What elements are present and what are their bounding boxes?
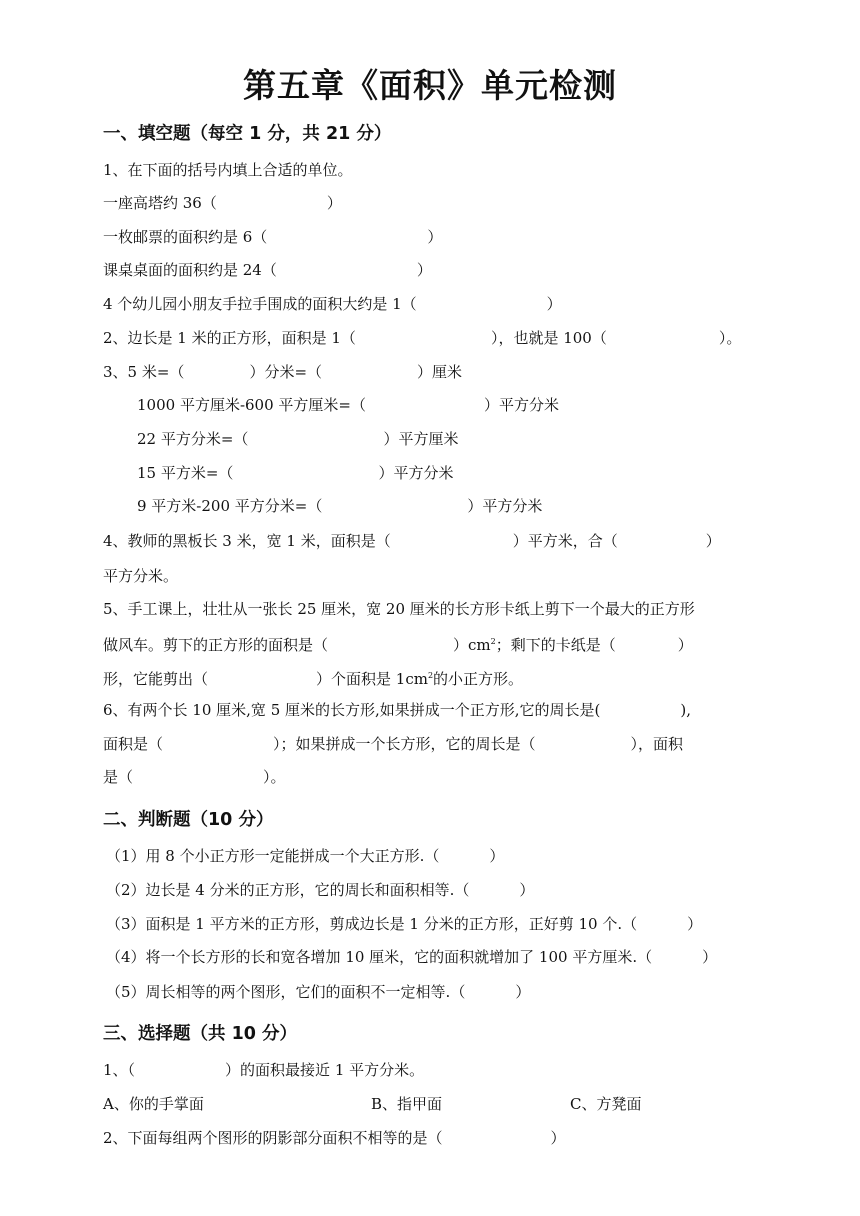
q3-sub-2-b: ）平方厘米 [383, 430, 459, 448]
q3-main-a: 3、5 米=（ [103, 363, 185, 381]
q3-sub-3 [137, 463, 453, 483]
q1-intro: 1、在下面的括号内填上合适的单位。 [103, 161, 353, 179]
tf-item-2 [106, 880, 534, 900]
close-bracket: ） [416, 261, 432, 279]
close-bracket: ） [702, 948, 718, 966]
q5-line-3-c: 的小正方形。 [433, 670, 524, 688]
page-title: 第五章《面积》单元检测 [243, 66, 617, 105]
q2-part-b: ），也就是 100（ [490, 329, 607, 347]
section-heading-multiple-choice: 三、选择题（共 10 分） [103, 1024, 298, 1044]
close-bracket: ） [687, 915, 703, 933]
q5-line-2-b: ）cm [453, 636, 491, 654]
section-heading-true-false: 二、判断题（10 分） [103, 810, 274, 830]
q3-main [103, 362, 462, 382]
q3-sub-4 [137, 496, 542, 516]
q1-item-3 [103, 260, 432, 280]
q6-line-2-c: ），面积 [630, 735, 684, 753]
q3-sub-4-b: ）平方分米 [467, 497, 543, 515]
tf-item-5-text: （5）周长相等的两个图形，它们的面积不一定相等.（ [106, 983, 466, 1001]
tf-item-3 [106, 914, 702, 934]
q4-line-2: 平方分米。 [103, 567, 179, 585]
q5-line-3 [103, 666, 523, 689]
q4-part-a: 4、教师的黑板长 3 米，宽 1 米，面积是（ [103, 532, 391, 550]
q6-line-3-a: 是（ [103, 768, 134, 786]
q5-line-1: 5、手工课上，壮壮从一张长 25 厘米，宽 20 厘米的长方形卡纸上剪下一个最大的正方形 [103, 600, 695, 618]
q3-sub-2-a: 22 平方分米=（ [137, 430, 249, 448]
q5-line-3-b: ）个面积是 1cm [316, 670, 428, 688]
mc-q1-option-a: A、你的手掌面 [103, 1095, 204, 1113]
q3-sub-3-b: ）平方分米 [378, 464, 454, 482]
q3-main-b: ）分米=（ [249, 363, 323, 381]
q5-line-2-d: ） [677, 636, 693, 654]
q4-part-c: ） [705, 532, 721, 550]
mc-q2-b: ） [550, 1129, 566, 1147]
tf-item-1-text: （1）用 8 个小正方形一定能拼成一个大正方形.（ [106, 847, 440, 865]
close-bracket: ） [546, 295, 562, 313]
q1-item-1-text: 一座高塔约 36（ [103, 194, 217, 212]
q2 [103, 328, 741, 348]
close-bracket: ） [489, 847, 505, 865]
q2-part-a: 2、边长是 1 米的正方形，面积是 1（ [103, 329, 356, 347]
mc-q1 [103, 1060, 424, 1080]
close-bracket: ） [326, 194, 342, 212]
close-bracket: ） [519, 881, 535, 899]
q6-line-3-b: ）。 [263, 768, 286, 786]
q5-line-2-c: ；剩下的卡纸是（ [495, 636, 616, 654]
mc-q1-option-b: B、指甲面 [371, 1095, 443, 1113]
q6-line-2 [103, 734, 683, 754]
q3-sub-1-b: ）平方分米 [483, 396, 559, 414]
q6-line-2-a: 面积是（ [103, 735, 164, 753]
q3-sub-1-a: 1000 平方厘米-600 平方厘米=（ [137, 396, 366, 414]
section-heading-fill-blank: 一、填空题（每空 1 分，共 21 分） [103, 124, 392, 144]
q1-item-4 [103, 294, 562, 314]
mc-q1-a: 1、（ [103, 1061, 136, 1079]
q3-sub-3-a: 15 平方米=（ [137, 464, 234, 482]
q3-sub-2 [137, 429, 458, 449]
tf-item-3-text: （3）面积是 1 平方米的正方形，剪成边长是 1 分米的正方形，正好剪 10 个.（ [106, 915, 638, 933]
q1-item-2-text: 一枚邮票的面积约是 6（ [103, 228, 268, 246]
q6-line-1-a: 6、有两个长 10 厘米,宽 5 厘米的长方形,如果拼成一个正方形,它的周长是( [103, 701, 601, 719]
tf-item-4 [106, 947, 717, 967]
tf-item-1 [106, 846, 504, 866]
q5-line-3-a: 形，它能剪出（ [103, 670, 209, 688]
q1-item-4-text: 4 个幼儿园小朋友手拉手围成的面积大约是 1（ [103, 295, 417, 313]
q4-line-1 [103, 531, 721, 551]
q6-line-1 [103, 700, 691, 720]
tf-item-4-text: （4）将一个长方形的长和宽各增加 10 厘米，它的面积就增加了 100 平方厘米.（ [106, 948, 653, 966]
close-bracket: ） [427, 228, 443, 246]
mc-q1-option-c: C、方凳面 [570, 1095, 642, 1113]
q5-line-2 [103, 632, 693, 655]
q6-line-1-b: ), [680, 701, 692, 719]
tf-item-5 [106, 982, 530, 1002]
q6-line-3 [103, 767, 286, 787]
q6-line-2-b: ）；如果拼成一个长方形，它的周长是（ [273, 735, 536, 753]
tf-item-2-text: （2）边长是 4 分米的正方形，它的周长和面积相等.（ [106, 881, 470, 899]
q2-part-c: ）。 [718, 329, 742, 347]
q1-item-1 [103, 193, 342, 213]
q3-sub-1 [137, 395, 559, 415]
mc-q2 [103, 1128, 566, 1148]
mc-q2-a: 2、下面每组两个图形的阴影部分面积不相等的是（ [103, 1129, 443, 1147]
close-bracket: ） [515, 983, 531, 1001]
q3-sub-4-a: 9 平方米-200 平方分米=（ [137, 497, 323, 515]
q5-line-2-a: 做风车。剪下的正方形的面积是（ [103, 636, 329, 654]
q4-part-b: ）平方米，合（ [512, 532, 618, 550]
q1-item-2 [103, 227, 442, 247]
q1-item-3-text: 课桌桌面的面积约是 24（ [103, 261, 277, 279]
superscript-2: 2 [427, 671, 434, 680]
mc-q1-b: ）的面积最接近 1 平方分米。 [225, 1061, 425, 1079]
superscript-2: 2 [490, 637, 496, 646]
q3-main-c: ）厘米 [417, 363, 463, 381]
